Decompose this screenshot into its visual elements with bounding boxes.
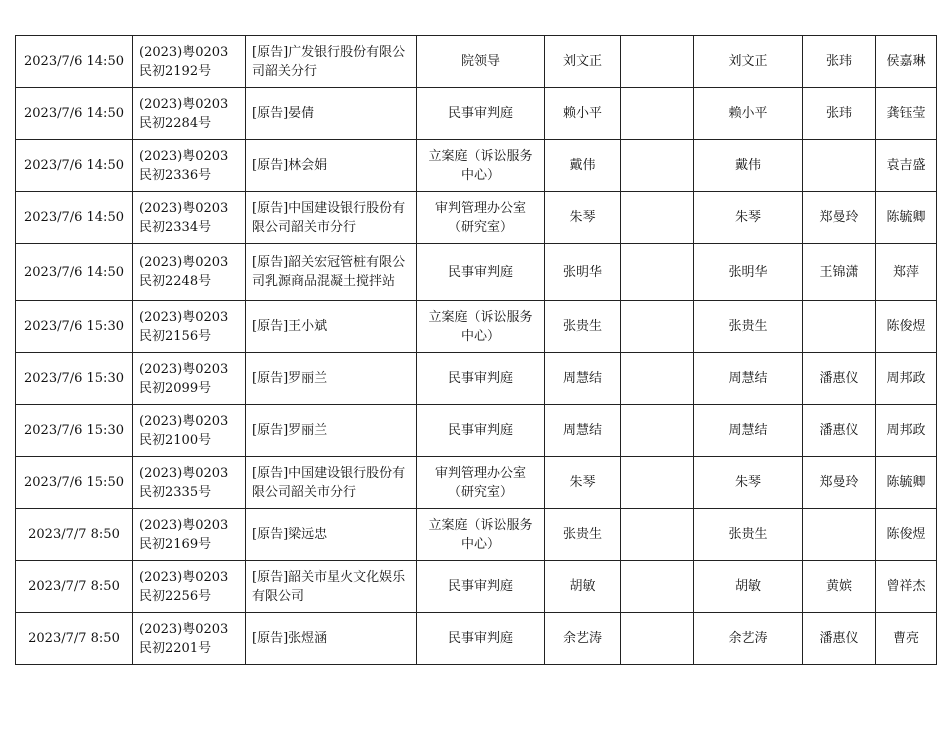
case-number-cell: (2023)粤0203民初2100号 [133, 405, 246, 457]
party-cell: [原告]王小斌 [246, 301, 417, 353]
table-row [16, 457, 937, 509]
department-cell: 民事审判庭 [417, 88, 545, 140]
hearing-time-cell: 2023/7/7 8:50 [16, 561, 133, 613]
clerk-cell: 侯嘉琳 [876, 36, 937, 88]
blank-cell [621, 301, 694, 353]
presiding-judge-cell: 张贵生 [545, 301, 621, 353]
department-cell: 民事审判庭 [417, 561, 545, 613]
table-row [16, 353, 937, 405]
blank-cell [621, 509, 694, 561]
chief-judge-cell: 刘文正 [694, 36, 803, 88]
department-cell: 立案庭（诉讼服务中心） [417, 509, 545, 561]
blank-cell [621, 561, 694, 613]
department-cell: 民事审判庭 [417, 405, 545, 457]
panel-member-cell: 潘惠仪 [803, 613, 876, 665]
hearing-time-cell: 2023/7/6 14:50 [16, 244, 133, 301]
department-cell: 民事审判庭 [417, 353, 545, 405]
table-row [16, 88, 937, 140]
chief-judge-cell: 张贵生 [694, 509, 803, 561]
clerk-cell: 袁吉盛 [876, 140, 937, 192]
clerk-cell: 周邦政 [876, 353, 937, 405]
panel-member-cell: 潘惠仪 [803, 405, 876, 457]
hearing-time-cell: 2023/7/6 15:30 [16, 353, 133, 405]
blank-cell [621, 36, 694, 88]
case-number-cell: (2023)粤0203民初2335号 [133, 457, 246, 509]
department-cell: 立案庭（诉讼服务中心） [417, 140, 545, 192]
case-number-cell: (2023)粤0203民初2336号 [133, 140, 246, 192]
hearing-time-cell: 2023/7/6 14:50 [16, 192, 133, 244]
department-cell: 民事审判庭 [417, 244, 545, 301]
panel-member-cell [803, 140, 876, 192]
presiding-judge-cell: 戴伟 [545, 140, 621, 192]
presiding-judge-cell: 刘文正 [545, 36, 621, 88]
case-number-cell: (2023)粤0203民初2156号 [133, 301, 246, 353]
chief-judge-cell: 周慧结 [694, 353, 803, 405]
hearing-time-cell: 2023/7/7 8:50 [16, 509, 133, 561]
table-row [16, 244, 937, 301]
party-cell: [原告]韶关市星火文化娱乐有限公司 [246, 561, 417, 613]
clerk-cell: 郑萍 [876, 244, 937, 301]
panel-member-cell [803, 509, 876, 561]
blank-cell [621, 457, 694, 509]
blank-cell [621, 192, 694, 244]
party-cell: [原告]中国建设银行股份有限公司韶关市分行 [246, 457, 417, 509]
blank-cell [621, 405, 694, 457]
chief-judge-cell: 张明华 [694, 244, 803, 301]
hearing-time-cell: 2023/7/6 14:50 [16, 88, 133, 140]
presiding-judge-cell: 朱琴 [545, 192, 621, 244]
table-row [16, 509, 937, 561]
blank-cell [621, 88, 694, 140]
blank-cell [621, 244, 694, 301]
party-cell: [原告]罗丽兰 [246, 353, 417, 405]
table-row [16, 613, 937, 665]
department-cell: 立案庭（诉讼服务中心） [417, 301, 545, 353]
hearing-time-cell: 2023/7/7 8:50 [16, 613, 133, 665]
table-row [16, 192, 937, 244]
presiding-judge-cell: 赖小平 [545, 88, 621, 140]
clerk-cell: 曾祥杰 [876, 561, 937, 613]
panel-member-cell: 王锦潇 [803, 244, 876, 301]
presiding-judge-cell: 张贵生 [545, 509, 621, 561]
chief-judge-cell: 戴伟 [694, 140, 803, 192]
case-number-cell: (2023)粤0203民初2256号 [133, 561, 246, 613]
department-cell: 审判管理办公室（研究室） [417, 457, 545, 509]
party-cell: [原告]梁远忠 [246, 509, 417, 561]
clerk-cell: 陈俊煜 [876, 509, 937, 561]
table-row [16, 561, 937, 613]
chief-judge-cell: 张贵生 [694, 301, 803, 353]
party-cell: [原告]韶关宏冠管桩有限公司乳源商品混凝土搅拌站 [246, 244, 417, 301]
table-row [16, 36, 937, 88]
hearing-time-cell: 2023/7/6 14:50 [16, 140, 133, 192]
blank-cell [621, 353, 694, 405]
party-cell: [原告]罗丽兰 [246, 405, 417, 457]
panel-member-cell: 郑曼玲 [803, 457, 876, 509]
table-body [16, 36, 937, 665]
presiding-judge-cell: 周慧结 [545, 353, 621, 405]
case-number-cell: (2023)粤0203民初2169号 [133, 509, 246, 561]
case-number-cell: (2023)粤0203民初2192号 [133, 36, 246, 88]
blank-cell [621, 613, 694, 665]
presiding-judge-cell: 张明华 [545, 244, 621, 301]
presiding-judge-cell: 周慧结 [545, 405, 621, 457]
clerk-cell: 周邦政 [876, 405, 937, 457]
clerk-cell: 陈毓卿 [876, 457, 937, 509]
hearing-time-cell: 2023/7/6 15:30 [16, 405, 133, 457]
chief-judge-cell: 周慧结 [694, 405, 803, 457]
case-number-cell: (2023)粤0203民初2248号 [133, 244, 246, 301]
party-cell: [原告]中国建设银行股份有限公司韶关市分行 [246, 192, 417, 244]
party-cell: [原告]张煜涵 [246, 613, 417, 665]
panel-member-cell: 张玮 [803, 36, 876, 88]
panel-member-cell: 张玮 [803, 88, 876, 140]
presiding-judge-cell: 胡敏 [545, 561, 621, 613]
case-number-cell: (2023)粤0203民初2284号 [133, 88, 246, 140]
blank-cell [621, 140, 694, 192]
department-cell: 院领导 [417, 36, 545, 88]
chief-judge-cell: 朱琴 [694, 457, 803, 509]
hearing-schedule-table [15, 35, 937, 665]
panel-member-cell [803, 301, 876, 353]
presiding-judge-cell: 朱琴 [545, 457, 621, 509]
clerk-cell: 陈俊煜 [876, 301, 937, 353]
case-number-cell: (2023)粤0203民初2201号 [133, 613, 246, 665]
table-row [16, 405, 937, 457]
chief-judge-cell: 余艺涛 [694, 613, 803, 665]
table-row [16, 301, 937, 353]
panel-member-cell: 郑曼玲 [803, 192, 876, 244]
department-cell: 民事审判庭 [417, 613, 545, 665]
clerk-cell: 陈毓卿 [876, 192, 937, 244]
hearing-time-cell: 2023/7/6 15:30 [16, 301, 133, 353]
department-cell: 审判管理办公室（研究室） [417, 192, 545, 244]
party-cell: [原告]林会娟 [246, 140, 417, 192]
party-cell: [原告]广发银行股份有限公司韶关分行 [246, 36, 417, 88]
party-cell: [原告]晏倩 [246, 88, 417, 140]
presiding-judge-cell: 余艺涛 [545, 613, 621, 665]
panel-member-cell: 潘惠仪 [803, 353, 876, 405]
hearing-time-cell: 2023/7/6 15:50 [16, 457, 133, 509]
panel-member-cell: 黄嫔 [803, 561, 876, 613]
hearing-time-cell: 2023/7/6 14:50 [16, 36, 133, 88]
chief-judge-cell: 赖小平 [694, 88, 803, 140]
chief-judge-cell: 朱琴 [694, 192, 803, 244]
case-number-cell: (2023)粤0203民初2334号 [133, 192, 246, 244]
clerk-cell: 曹亮 [876, 613, 937, 665]
table-row [16, 140, 937, 192]
chief-judge-cell: 胡敏 [694, 561, 803, 613]
case-number-cell: (2023)粤0203民初2099号 [133, 353, 246, 405]
clerk-cell: 龚钰莹 [876, 88, 937, 140]
